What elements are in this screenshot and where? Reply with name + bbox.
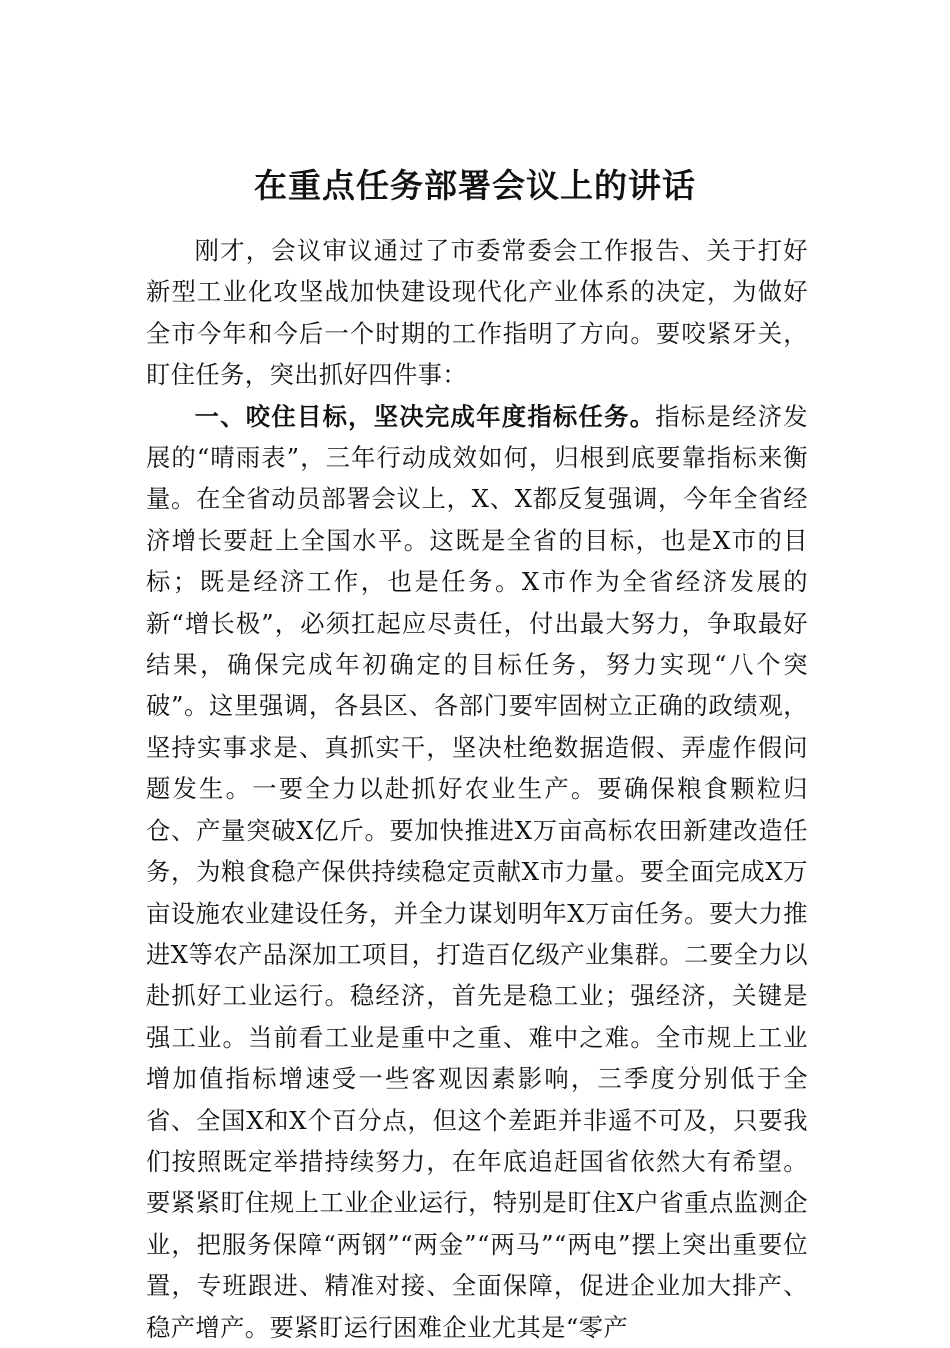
document-title: 在重点任务部署会议上的讲话 [254,166,696,205]
section-one-paragraph [146,396,808,1348]
section-one-heading: 一、咬住目标，坚决完成年度指标任务。 [194,401,656,431]
intro-paragraph: 刚才，会议审议通过了市委常委会工作报告、关于打好新型工业化攻坚战加快建设现代化产业体系的决定，为做好全市今年和今后一个时期的工作指明了方向。要咬紧牙关，盯住任务，突出抓好四件事： [146,236,808,390]
document-body [146,230,808,1348]
section-one-body: 指标是经济发展的“晴雨表”，三年行动成效如何，归根到底要靠指标来衡量。在全省动员部署会议上，X、X都反复强调，今年全省经济增长要赶上全国水平。这既是全省的目标，也是X市的目标；既是经济工作，也是任务。X市作为全省经济发展的新“增长极”，必须扛起应尽责任，付出最大努力，争取最好结果，确保完成年初确定的目标任务，努力实现“八个突破”。这里强调，各县区、各部门要牢固树立正确的政绩观，坚持实事求是、真抓实干，坚决杜绝数据造假、弄虚作假问题发生。一要全力以赴抓好农业生产。要确保粮食颗粒归仓、产量突破X亿斤。要加快推进X万亩高标农田新建改造任务，为粮食稳产保供持续稳定贡献X市力量。要全面完成X万亩设施农业建设任务，并全力谋划明年X万亩任务。要大力推进X等农产品深加工项目，打造百亿级产业集群。二要全力以赴抓好工业运行。稳经济，首先是稳工业；强经济，关键是强工业。当前看工业是重中之重、难中之难。全市规上工业增加值指标增速受一些客观因素影响，三季度分别低于全省、全国X和X个百分点，但这个差距并非遥不可及，只要我们按照既定举措持续努力，在年底追赶国省依然大有希望。要紧紧盯住规上工业企业运行，特别是盯住X户省重点监测企业，把服务保障“两钢”“两金”“两马”“两电”摆上突出重要位置，专班跟进、精准对接、全面保障，促进企业加大排产、稳产增产。要紧盯运行困难企业尤其是“零产 [146,401,809,1342]
